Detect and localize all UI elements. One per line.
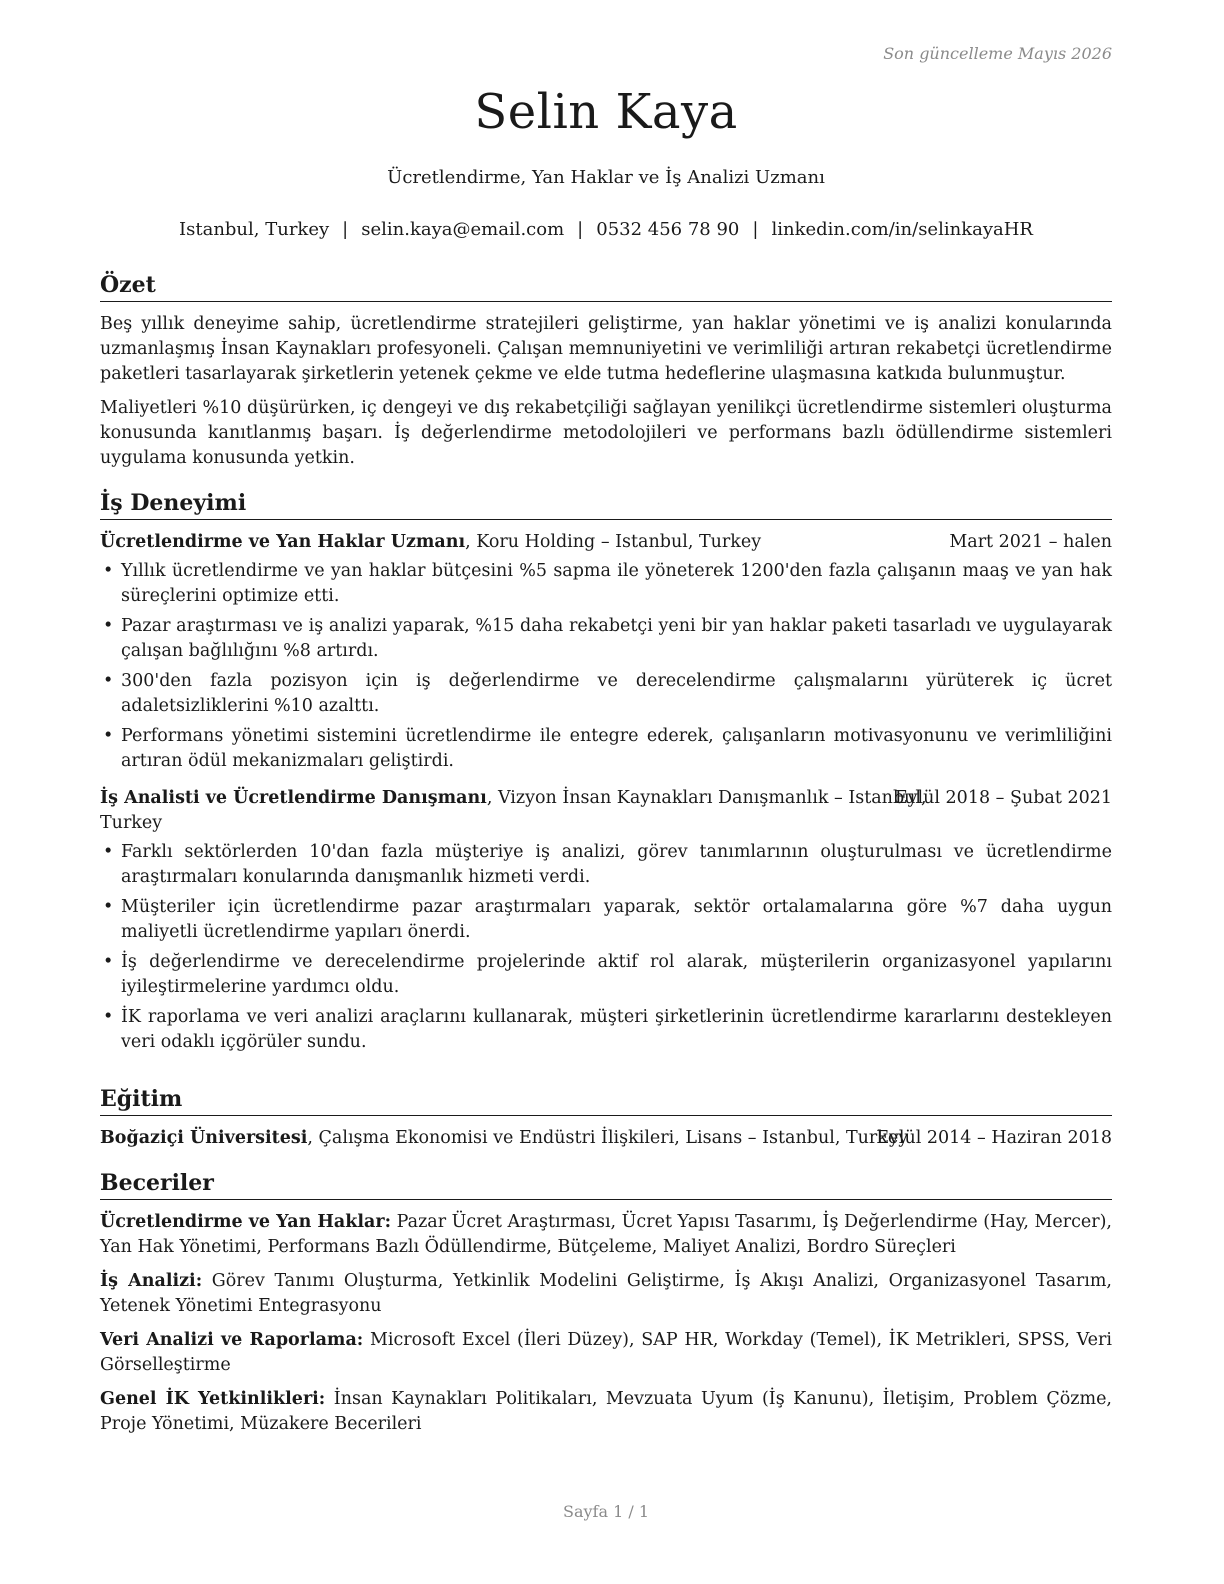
job-dates: Eylül 2018 – Şubat 2021 <box>894 788 1112 808</box>
job-bullet: • Müşteriler için ücretlendirme pazar araştırmaları yaparak, sektör ortalamalarına göre %7 daha uygun maliyetli ücretlendirme yapıları önerdi. <box>103 897 1112 942</box>
skill-label: Veri Analizi ve Raporlama: <box>100 1330 364 1350</box>
contact-separator: | <box>342 219 349 240</box>
contact-location: Istanbul, Turkey <box>179 219 330 240</box>
skill-group <box>100 1269 1112 1319</box>
skill-list: Microsoft Excel (İleri Düzey), SAP HR, Workday (Temel), İK Metrikleri, SPSS, Veri Görselleştirme <box>100 1330 1112 1375</box>
skills-section <box>100 1169 1112 1446</box>
job-bullet: • İK raporlama ve veri analizi araçlarını kullanarak, müşteri şirketlerinin ücretlendirme kararlarını destekleyen veri odaklı içgörüler sundu. <box>103 1007 1112 1052</box>
job-entry <box>100 786 1112 1055</box>
contact-email[interactable]: selin.kaya@email.com <box>361 219 565 240</box>
contact-linkedin[interactable]: linkedin.com/in/selinkayaHR <box>771 219 1033 240</box>
job-role: Ücretlendirme ve Yan Haklar Uzmanı <box>100 532 466 552</box>
bullet-icon: • <box>103 726 114 746</box>
bullet-icon: • <box>103 1007 114 1027</box>
skill-label: Genel İK Yetkinlikleri: <box>100 1389 326 1409</box>
candidate-title: Ücretlendirme, Yan Haklar ve İş Analizi Uzmanı <box>387 167 825 188</box>
contact-phone: 0532 456 78 90 <box>596 219 740 240</box>
bullet-icon: • <box>103 897 114 917</box>
job-bullet: • Farklı sektörlerden 10'dan fazla müşteriye iş analizi, görev tanımlarının oluşturulması ve ücretlendirme araştırmaları konularında danışmanlık hizmeti verdi. <box>103 842 1112 887</box>
bullet-icon: • <box>103 842 114 862</box>
skill-label: İş Analizi: <box>100 1271 203 1291</box>
summary-paragraph: Maliyetleri %10 düşürürken, iç dengeyi ve dış rekabetçiliği sağlayan yenilikçi ücretlendirme sistemleri oluşturma konusunda kanıtlanmış başarı. İş değerlendirme metodolojileri ve performans bazlı ödüllendirme sistemleri uygulama konusunda yetkin. <box>100 398 1112 468</box>
last-updated: Son güncelleme Mayıs 2026 <box>883 44 1112 63</box>
education-entry <box>100 1126 1112 1151</box>
contact-line <box>100 219 1112 240</box>
job-bullet: • İş değerlendirme ve derecelendirme projelerinde aktif rol alarak, müşterilerin organizasyonel yapılarını iyileştirmelerine yardımcı oldu. <box>103 952 1112 997</box>
education-section <box>100 1085 1112 1155</box>
skill-group <box>100 1328 1112 1378</box>
summary-section <box>100 271 1112 480</box>
education-dates: Eylül 2014 – Haziran 2018 <box>876 1128 1112 1148</box>
skill-list: Görev Tanımı Oluşturma, Yetkinlik Modelini Geliştirme, İş Akışı Analizi, Organizasyonel Tasarım, Yetenek Yönetimi Entegrasyonu <box>100 1271 1112 1316</box>
section-heading-education: Eğitim <box>100 1085 1112 1116</box>
skill-list: İnsan Kaynakları Politikaları, Mevzuata Uyum (İş Kanunu), İletişim, Problem Çözme, Proje Yönetimi, Müzakere Becerileri <box>100 1389 1112 1434</box>
bullet-icon: • <box>103 671 114 691</box>
candidate-name: Selin Kaya <box>474 84 738 140</box>
page-number: Sayfa 1 / 1 <box>562 1502 649 1521</box>
bullet-icon: • <box>103 952 114 972</box>
skill-group <box>100 1387 1112 1437</box>
summary-paragraph: Beş yıllık deneyime sahip, ücretlendirme stratejileri geliştirme, yan haklar yönetimi ve iş analizi konularında uzmanlaşmış İnsan Kaynakları profesyoneli. Çalışan memnuniyetini ve verimliliği artıran rekabetçi ücretlendirme paketleri tasarlayarak şirketlerin yetenek çekme ve elde tutma hedeflerine ulaşmasına katkıda bulunmuştur. <box>100 314 1112 384</box>
job-bullet: • Performans yönetimi sistemini ücretlendirme ile entegre ederek, çalışanların motivasyonunu ve verimliliğini artıran ödül mekanizmaları geliştirdi. <box>103 726 1112 771</box>
job-header <box>100 530 1112 555</box>
job-bullets <box>100 840 1112 1055</box>
job-org-continued: Turkey <box>100 813 163 833</box>
job-org: , Koru Holding – Istanbul, Turkey <box>465 532 762 552</box>
bullet-icon: • <box>103 561 114 581</box>
skill-list: Pazar Ücret Araştırması, Ücret Yapısı Tasarımı, İş Değerlendirme (Hay, Mercer), Yan Hak Yönetimi, Performans Bazlı Ödüllendirme, Bütçeleme, Maliyet Analizi, Bordro Süreçleri <box>100 1212 1112 1257</box>
experience-section <box>100 489 1112 1060</box>
skill-label: Ücretlendirme ve Yan Haklar: <box>100 1212 392 1232</box>
section-heading-summary: Özet <box>100 271 1112 302</box>
job-dates: Mart 2021 – halen <box>949 532 1112 552</box>
skill-group <box>100 1210 1112 1260</box>
contact-separator: | <box>752 219 759 240</box>
job-header <box>100 786 1112 836</box>
contact-separator: | <box>577 219 584 240</box>
education-detail: , Çalışma Ekonomisi ve Endüstri İlişkileri, Lisans – Istanbul, Turkey <box>307 1128 909 1148</box>
job-role: İş Analisti ve Ücretlendirme Danışmanı <box>100 788 487 808</box>
job-bullet: • 300'den fazla pozisyon için iş değerlendirme ve derecelendirme çalışmalarını yürüterek iç ücret adaletsizliklerini %10 azalttı. <box>103 671 1112 716</box>
job-bullet: • Yıllık ücretlendirme ve yan haklar bütçesini %5 sapma ile yöneterek 1200'den fazla çalışanın maaş ve yan hak süreçlerini optimize etti. <box>103 561 1112 606</box>
job-entry <box>100 530 1112 774</box>
section-heading-experience: İş Deneyimi <box>100 489 1112 520</box>
section-heading-skills: Beceriler <box>100 1169 1112 1200</box>
bullet-icon: • <box>103 616 114 636</box>
job-org: , Vizyon İnsan Kaynakları Danışmanlık – Istanbul, <box>486 788 927 808</box>
resume-page <box>100 0 1112 1584</box>
education-school: Boğaziçi Üniversitesi <box>100 1128 308 1148</box>
job-bullet: • Pazar araştırması ve iş analizi yaparak, %15 daha rekabetçi yeni bir yan haklar paketi tasarladı ve uygulayarak çalışan bağlılığını %8 artırdı. <box>103 616 1112 661</box>
job-bullets <box>100 559 1112 774</box>
